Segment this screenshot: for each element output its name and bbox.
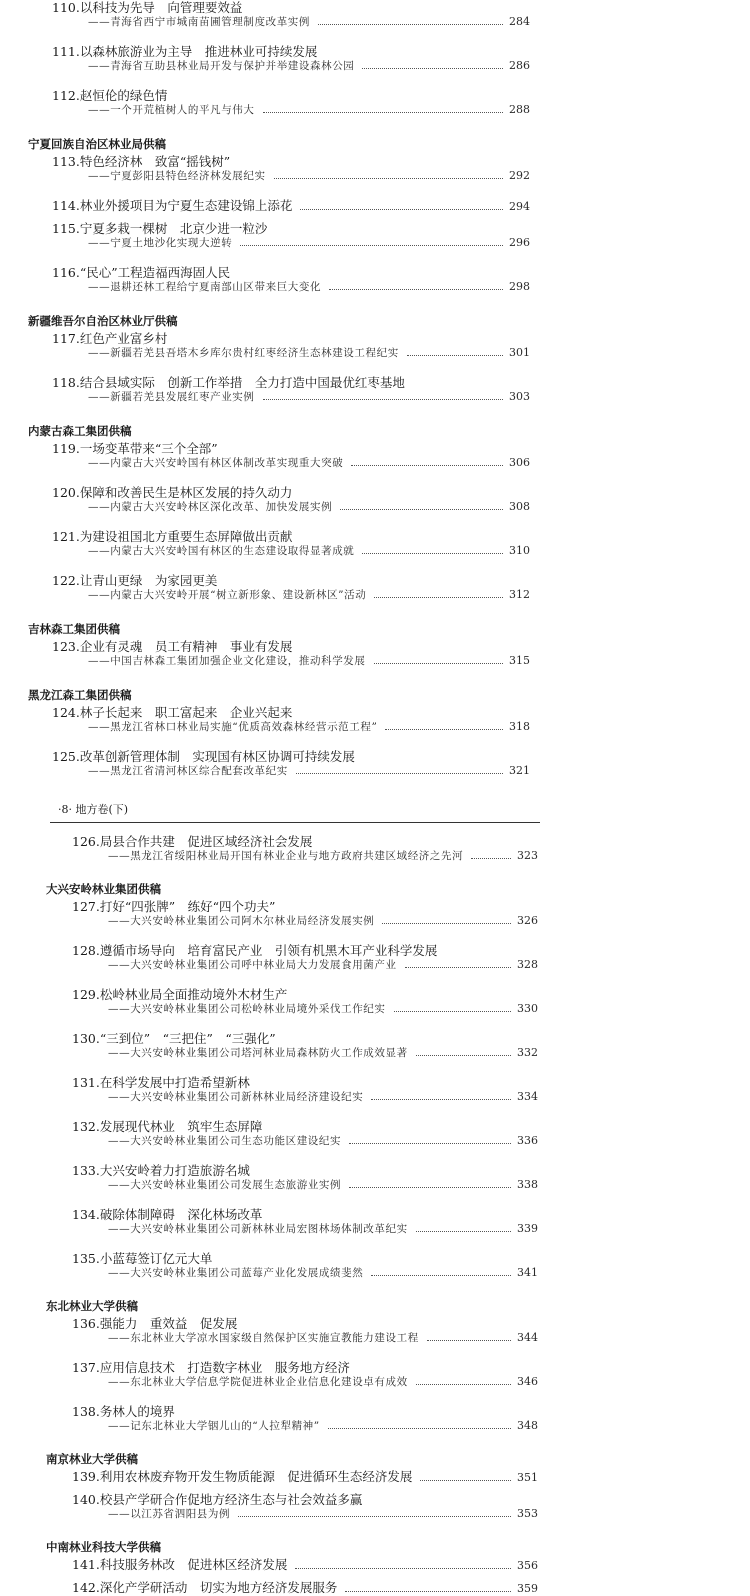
toc-entry-subtitle	[108, 1133, 538, 1148]
entry-title-text: 务林人的境界	[99, 1404, 175, 1419]
entry-number: 118.	[52, 375, 80, 390]
entry-subtitle-text: ——宁夏土地沙化实现大逆转	[88, 237, 233, 249]
toc-entry-subtitle	[88, 587, 530, 602]
toc-entry-subtitle	[88, 168, 530, 183]
entry-title-text: 保障和改善民生是林区发展的持久动力	[79, 485, 293, 500]
entry-title-text: 打好“四张牌” 练好“四个功夫”	[99, 899, 276, 914]
toc-entry-subtitle	[108, 957, 538, 972]
page-number: 326	[517, 914, 538, 927]
toc-entry-subtitle	[88, 763, 530, 778]
entry-title-text: 局县合作共建 促进区域经济社会发展	[99, 834, 313, 849]
entry-subtitle-text: ——新疆若羌县吾塔木乡库尔贵村红枣经济生态林建设工程纪实	[88, 347, 399, 359]
page-number: 353	[517, 1507, 538, 1520]
entry-title-text: 强能力 重效益 促发展	[99, 1316, 238, 1331]
toc-entry-subtitle	[108, 1418, 538, 1433]
dot-leader	[263, 112, 504, 113]
entry-title-label: 利用农林废弃物开发生物质能源 促进循环生态经济发展	[99, 1469, 413, 1484]
entry-number: 136.	[72, 1316, 100, 1331]
entry-title-text	[52, 196, 292, 214]
toc-entry-subtitle	[88, 499, 530, 514]
page-number: 344	[517, 1331, 538, 1344]
page-number: 339	[517, 1222, 538, 1235]
entry-number: 142.	[72, 1580, 100, 1595]
group-heading: 吉林森工集团供稿	[28, 622, 120, 636]
dot-leader	[385, 729, 503, 730]
page-number: 356	[517, 1559, 538, 1572]
entry-number: 137.	[72, 1360, 100, 1375]
page-number: 334	[517, 1090, 538, 1103]
page-number: 318	[509, 720, 530, 733]
entry-number: 141.	[72, 1557, 100, 1572]
toc-entry-subtitle	[88, 389, 530, 404]
entry-subtitle-text: ——东北林业大学信息学院促进林业企业信息化建设卓有成效	[108, 1376, 408, 1388]
toc-entry-subtitle	[108, 1177, 538, 1192]
dot-leader	[328, 1428, 511, 1429]
entry-title-text: “三到位” “三把住” “三强化”	[99, 1031, 276, 1046]
entry-title-text: 大兴安岭着力打造旅游名城	[99, 1163, 250, 1178]
entry-number: 140.	[72, 1492, 100, 1507]
dot-leader	[362, 553, 503, 554]
toc-entry-subtitle	[88, 279, 530, 294]
toc-entry-subtitle	[108, 1089, 538, 1104]
entry-subtitle-text: ——以江苏省泗阳县为例	[108, 1508, 231, 1520]
dot-leader	[329, 289, 503, 290]
page-number: 332	[517, 1046, 538, 1059]
entry-number: 110.	[52, 0, 80, 15]
entry-title-text: 林子长起来 职工富起来 企业兴起来	[79, 705, 293, 720]
group-heading: 黑龙江森工集团供稿	[28, 688, 132, 702]
entry-title-label: 林业外援项目为宁夏生态建设锦上添花	[79, 198, 293, 213]
running-header	[50, 796, 540, 823]
entry-subtitle-text: ——东北林业大学凉水国家级自然保护区实施宣教能力建设工程	[108, 1332, 419, 1344]
entry-subtitle-text: ——大兴安岭林业集团公司新林林业局经济建设纪实	[108, 1091, 364, 1103]
entry-subtitle-text: ——一个开荒植树人的平凡与伟大	[88, 104, 255, 116]
entry-title-text	[72, 1555, 287, 1573]
page-number: 301	[509, 346, 530, 359]
entry-subtitle-text: ——大兴安岭林业集团公司塔河林业局森林防火工作成效显著	[108, 1047, 408, 1059]
toc-entry-subtitle	[88, 58, 530, 73]
dot-leader	[371, 1275, 511, 1276]
toc-entry-subtitle	[108, 1506, 538, 1521]
entry-number: 138.	[72, 1404, 100, 1419]
entry-title-text: 在科学发展中打造希望新林	[99, 1075, 250, 1090]
entry-subtitle-text: ——黑龙江省清河林区综合配套改革纪实	[88, 765, 288, 777]
entry-number: 121.	[52, 529, 80, 544]
dot-leader	[471, 858, 511, 859]
entry-number: 120.	[52, 485, 80, 500]
dot-leader	[407, 355, 503, 356]
upper-page	[0, 0, 750, 777]
entry-number: 123.	[52, 639, 80, 654]
dot-leader	[394, 1011, 512, 1012]
entry-subtitle-text: ——大兴安岭林业集团公司蓝莓产业化发展成绩斐然	[108, 1267, 364, 1279]
dot-leader	[362, 68, 503, 69]
entry-number: 126.	[72, 834, 100, 849]
entry-title-text: 小蓝莓签订亿元大单	[99, 1251, 213, 1266]
page-number: 310	[509, 544, 530, 557]
entry-subtitle-text: ——大兴安岭林业集团公司阿木尔林业局经济发展实例	[108, 915, 375, 927]
entry-title-text: 宁夏多栽一棵树 北京少进一粒沙	[79, 221, 268, 236]
entry-title-text: 赵恒伦的绿色情	[79, 88, 168, 103]
toc-entry-subtitle	[88, 235, 530, 250]
group-heading: 宁夏回族自治区林业局供稿	[28, 137, 166, 151]
dot-leader	[295, 1568, 511, 1569]
entry-title-text: 一场变革带来“三个全部”	[79, 441, 218, 456]
entry-title-text	[72, 1467, 412, 1485]
entry-number: 114.	[52, 198, 80, 213]
toc-entry-subtitle	[88, 14, 530, 29]
entry-subtitle-text: ——大兴安岭林业集团公司松岭林业局境外采伐工作纪实	[108, 1003, 386, 1015]
toc-entry-title	[72, 1467, 538, 1485]
entry-title-text: 应用信息技术 打造数字林业 服务地方经济	[99, 1360, 350, 1375]
entry-subtitle-text: ——中国吉林森工集团加强企业文化建设，推动科学发展	[88, 655, 366, 667]
entry-title-text: 特色经济林 致富“摇钱树”	[79, 154, 231, 169]
entry-number: 139.	[72, 1469, 100, 1484]
toc-entry-subtitle	[108, 913, 538, 928]
toc-entry-subtitle	[88, 653, 530, 668]
page-number: 308	[509, 500, 530, 513]
entry-number: 116.	[52, 265, 80, 280]
page-number: 303	[509, 390, 530, 403]
entry-subtitle-text: ——新疆若羌县发展红枣产业实例	[88, 391, 255, 403]
entry-number: 127.	[72, 899, 100, 914]
page-number: 294	[509, 200, 530, 213]
page-number: 315	[509, 654, 530, 667]
entry-title-text: 以科技为先导 向管理要效益	[79, 0, 243, 15]
toc-entry-subtitle	[88, 102, 530, 117]
dot-leader	[420, 1480, 511, 1481]
dot-leader	[349, 1187, 511, 1188]
entry-number: 112.	[52, 88, 80, 103]
group-heading: 内蒙古森工集团供稿	[28, 424, 132, 438]
page-number: 296	[509, 236, 530, 249]
dot-leader	[345, 1591, 511, 1592]
dot-leader	[371, 1099, 511, 1100]
toc-entry-subtitle	[88, 543, 530, 558]
entry-subtitle-text: ——内蒙古大兴安岭国有林区的生态建设取得显著成就	[88, 545, 355, 557]
toc-entry-subtitle	[108, 1330, 538, 1345]
page-number: 341	[517, 1266, 538, 1279]
page-number: 306	[509, 456, 530, 469]
page-number: 298	[509, 280, 530, 293]
toc-entry-title	[72, 1555, 538, 1573]
entry-subtitle-text: ——黑龙江省绥阳林业局开国有林业企业与地方政府共建区域经济之先河	[108, 850, 464, 862]
page-number: 284	[509, 15, 530, 28]
dot-leader	[240, 245, 503, 246]
group-heading: 南京林业大学供稿	[46, 1452, 138, 1466]
entry-number: 113.	[52, 154, 80, 169]
entry-title-text: “民心”工程造福西海固人民	[79, 265, 231, 280]
lower-page	[0, 778, 750, 1595]
dot-leader	[340, 509, 503, 510]
dot-leader	[427, 1340, 511, 1341]
dot-leader	[263, 399, 504, 400]
dot-leader	[274, 178, 503, 179]
toc-entry-subtitle	[88, 719, 530, 734]
entry-subtitle-text: ——青海省西宁市城南苗圃管理制度改革实例	[88, 16, 310, 28]
page-number: 292	[509, 169, 530, 182]
entry-subtitle-text: ——内蒙古大兴安岭国有林区体制改革实现重大突破	[88, 457, 344, 469]
page-number: 288	[509, 103, 530, 116]
page-number: 323	[517, 849, 538, 862]
entry-number: 135.	[72, 1251, 100, 1266]
page-number: 312	[509, 588, 530, 601]
entry-subtitle-text: ——宁夏彭阳县特色经济林发展纪实	[88, 170, 266, 182]
entry-subtitle-text: ——大兴安岭林业集团公司发展生态旅游业实例	[108, 1179, 342, 1191]
group-heading: 东北林业大学供稿	[46, 1299, 138, 1313]
entry-title-text: 校县产学研合作促地方经济生态与社会效益多赢	[99, 1492, 363, 1507]
entry-title-label: 科技服务林改 促进林区经济发展	[99, 1557, 288, 1572]
group-heading: 中南林业科技大学供稿	[46, 1540, 161, 1554]
page-number: 351	[517, 1471, 538, 1484]
dot-leader	[374, 663, 504, 664]
entry-number: 130.	[72, 1031, 100, 1046]
page-number: 348	[517, 1419, 538, 1432]
entry-number: 125.	[52, 749, 80, 764]
page-number: 286	[509, 59, 530, 72]
dot-leader	[351, 465, 503, 466]
entry-title-text: 改革创新管理体制 实现国有林区协调可持续发展	[79, 749, 355, 764]
entry-number: 134.	[72, 1207, 100, 1222]
entry-subtitle-text: ——内蒙古大兴安岭林区深化改革、加快发展实例	[88, 501, 333, 513]
entry-title-text: 企业有灵魂 员工有精神 事业有发展	[79, 639, 293, 654]
entry-number: 117.	[52, 331, 80, 346]
entry-title-text: 松岭林业局全面推动境外木材生产	[99, 987, 288, 1002]
entry-title-text: 结合县域实际 创新工作举措 全力打造中国最优红枣基地	[79, 375, 405, 390]
entry-number: 132.	[72, 1119, 100, 1134]
entry-number: 124.	[52, 705, 80, 720]
toc-entry-subtitle	[108, 848, 538, 863]
entry-title-label: 深化产学研活动 切实为地方经济发展服务	[99, 1580, 338, 1595]
entry-subtitle-text: ——青海省互助县林业局开发与保护并举建设森林公园	[88, 60, 355, 72]
entry-subtitle-text: ——大兴安岭林业集团公司新林林业局宏图林场体制改革纪实	[108, 1223, 408, 1235]
toc-entry-subtitle	[108, 1374, 538, 1389]
group-heading: 大兴安岭林业集团供稿	[46, 882, 161, 896]
entry-number: 129.	[72, 987, 100, 1002]
dot-leader	[416, 1055, 511, 1056]
entry-number: 111.	[52, 44, 80, 59]
dot-leader	[296, 773, 503, 774]
page-number: 336	[517, 1134, 538, 1147]
entry-number: 122.	[52, 573, 80, 588]
entry-subtitle-text: ——黑龙江省林口林业局实施“优质高效森林经营示范工程”	[88, 721, 378, 733]
entry-number: 119.	[52, 441, 80, 456]
dot-leader	[318, 24, 503, 25]
toc-entry-subtitle	[108, 1001, 538, 1016]
entry-title-text: 破除体制障碍 深化林场改革	[99, 1207, 263, 1222]
toc-entry-subtitle	[108, 1221, 538, 1236]
entry-title-text: 为建设祖国北方重要生态屏障做出贡献	[79, 529, 293, 544]
entry-number: 131.	[72, 1075, 100, 1090]
page-number: 330	[517, 1002, 538, 1015]
entry-subtitle-text: ——内蒙古大兴安岭开展“树立新形象、建设新林区”活动	[88, 589, 367, 601]
page-number: 321	[509, 764, 530, 777]
page-number: 346	[517, 1375, 538, 1388]
running-header-text: ·8· 地方卷(下)	[58, 803, 129, 816]
entry-title-text: 让青山更绿 为家园更美	[79, 573, 218, 588]
entry-title-text: 发展现代林业 筑牢生态屏障	[99, 1119, 263, 1134]
entry-subtitle-text: ——大兴安岭林业集团公司呼中林业局大力发展食用菌产业	[108, 959, 397, 971]
entry-title-text	[72, 1578, 337, 1596]
dot-leader	[405, 967, 511, 968]
dot-leader	[349, 1143, 511, 1144]
toc-entry-subtitle	[108, 1265, 538, 1280]
page-number: 338	[517, 1178, 538, 1191]
entry-subtitle-text: ——退耕还林工程给宁夏南部山区带来巨大变化	[88, 281, 322, 293]
toc-entry-subtitle	[88, 455, 530, 470]
toc-entry-subtitle	[88, 345, 530, 360]
dot-leader	[416, 1384, 511, 1385]
dot-leader	[374, 597, 503, 598]
entry-title-text: 遵循市场导向 培育富民产业 引领有机黑木耳产业科学发展	[99, 943, 438, 958]
entry-title-text: 红色产业富乡村	[79, 331, 168, 346]
entry-number: 128.	[72, 943, 100, 958]
entry-subtitle-text: ——记东北林业大学铟儿山的“人拉犁精神”	[108, 1420, 320, 1432]
dot-leader	[382, 923, 511, 924]
page-number: 328	[517, 958, 538, 971]
entry-number: 115.	[52, 221, 80, 236]
dot-leader	[416, 1231, 511, 1232]
dot-leader	[238, 1516, 511, 1517]
page-number: 359	[517, 1582, 538, 1595]
group-heading: 新疆维吾尔自治区林业厅供稿	[28, 314, 178, 328]
entry-number: 133.	[72, 1163, 100, 1178]
entry-subtitle-text: ——大兴安岭林业集团公司生态功能区建设纪实	[108, 1135, 342, 1147]
toc-entry-title	[52, 196, 530, 214]
toc-entry-title	[72, 1578, 538, 1596]
dot-leader	[300, 209, 503, 210]
toc-entry-subtitle	[108, 1045, 538, 1060]
entry-title-text: 以森林旅游业为主导 推进林业可持续发展	[79, 44, 318, 59]
